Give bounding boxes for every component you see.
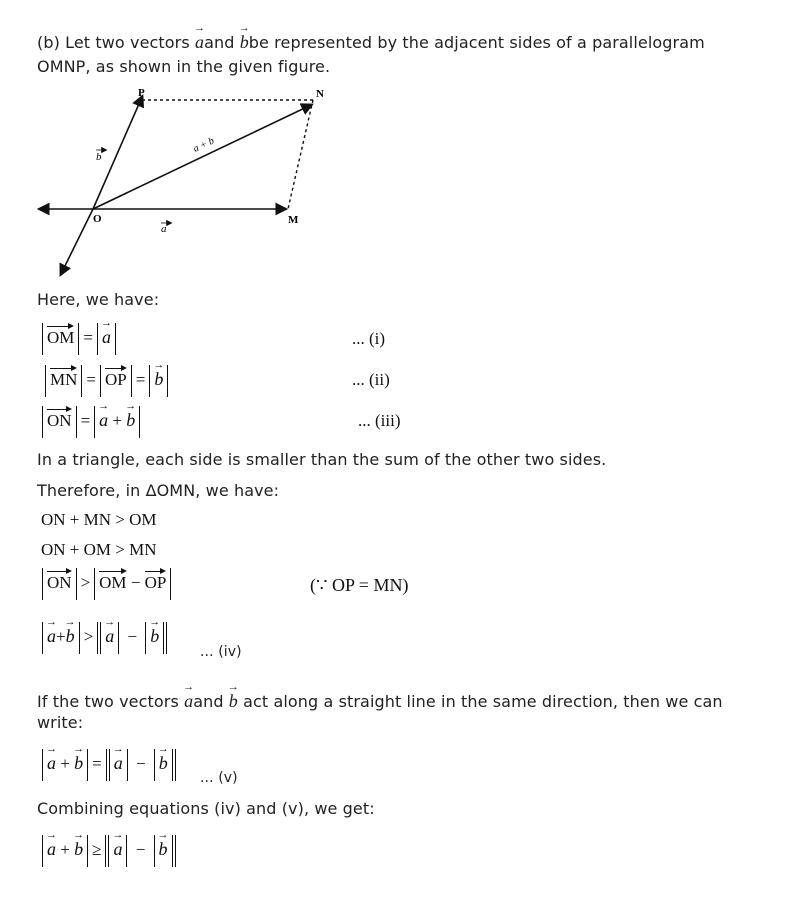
equation-3-ref: ... (iii) (358, 411, 401, 430)
label-sum: a + b (191, 135, 216, 155)
label-b: b (96, 151, 102, 163)
intro-suffix: be represented by the adjacent sides of a parallelogram (248, 33, 705, 52)
intro-prefix: (b) Let two vectors (37, 33, 190, 52)
mn-vector: MN (50, 370, 77, 390)
parallelogram-figure (30, 80, 340, 285)
b-vector: → b (125, 400, 137, 430)
a-vector: → a (46, 743, 57, 773)
vector-a-symbol: → a (183, 681, 195, 711)
label-a: a (161, 223, 167, 235)
op-extension-line (61, 209, 93, 274)
b-vector: → b (149, 616, 161, 646)
intro-line-2: OMNP, as shown in the given figure. (37, 57, 331, 76)
intro-and: and (204, 33, 235, 52)
vector-a-symbol: → a (193, 22, 206, 52)
point-m-label: M (288, 214, 299, 226)
a-vector: → a (46, 829, 57, 859)
inequality-4-ref: ... (iv) (200, 644, 242, 660)
equation-1: OM = → a (38, 320, 120, 355)
inequality-1: ON + MN > OM (41, 510, 157, 529)
b-vector: → b (73, 743, 85, 773)
on-vector: ON (47, 411, 72, 431)
a-vector: → a (98, 400, 110, 430)
op-vector: OP (145, 573, 167, 593)
a-vector: → a (104, 616, 116, 646)
equation-5-ref: ... (v) (200, 770, 238, 786)
point-n-label: N (316, 88, 324, 100)
here-text: Here, we have: (37, 290, 160, 309)
equation-2: MN = OP = → b (41, 362, 172, 397)
b-vector: → b (157, 743, 169, 773)
point-o-label: O (93, 213, 102, 225)
inequality-3-note: (∵ OP = MN) (310, 575, 409, 595)
triangle-text: In a triangle, each side is smaller than the sum of the other two sides. (37, 450, 607, 469)
om-vector: OM (99, 573, 126, 593)
b-vector: → b (73, 829, 85, 859)
vector-b-symbol: → b (227, 681, 239, 711)
point-p-label: P (138, 87, 145, 99)
inequality-3: ON > OM − OP (38, 568, 175, 600)
mn-dashed-line (288, 100, 313, 209)
a-vector: → a (112, 829, 124, 859)
equation-3: ON = → a + → b (38, 403, 144, 438)
op-vector: OP (105, 370, 127, 390)
inequality-4: → a+ → b > → a − → b (38, 619, 171, 654)
vector-b-symbol: → b (238, 22, 250, 52)
b-vector: → b (153, 359, 165, 389)
same-direction-line-1: If the two vectors → aand → b act along a straight line in the same direction, then we can (37, 681, 723, 711)
equation-1-ref: ... (i) (352, 329, 386, 348)
a-vector: → a (101, 317, 112, 347)
combining-text: Combining equations (iv) and (v), we get: (37, 799, 375, 818)
intro-line-1 (37, 22, 705, 52)
inequality-2: ON + OM > MN (41, 540, 157, 559)
same-direction-line-2: write: (37, 713, 84, 732)
a-vector: → a (46, 616, 57, 646)
equation-2-ref: ... (ii) (352, 370, 390, 389)
b-vector: → b (64, 616, 76, 646)
on-vector: ON (47, 573, 72, 593)
final-inequality: → a + → b ≥ → a − → b (38, 832, 180, 867)
vector-on-line (93, 105, 311, 209)
b-vector: → b (157, 829, 169, 859)
therefore-text: Therefore, in ΔOMN, we have: (37, 481, 280, 500)
equation-5: → a + → b = → a − → b (38, 746, 180, 781)
a-vector: → a (112, 743, 124, 773)
om-vector: OM (47, 328, 74, 348)
